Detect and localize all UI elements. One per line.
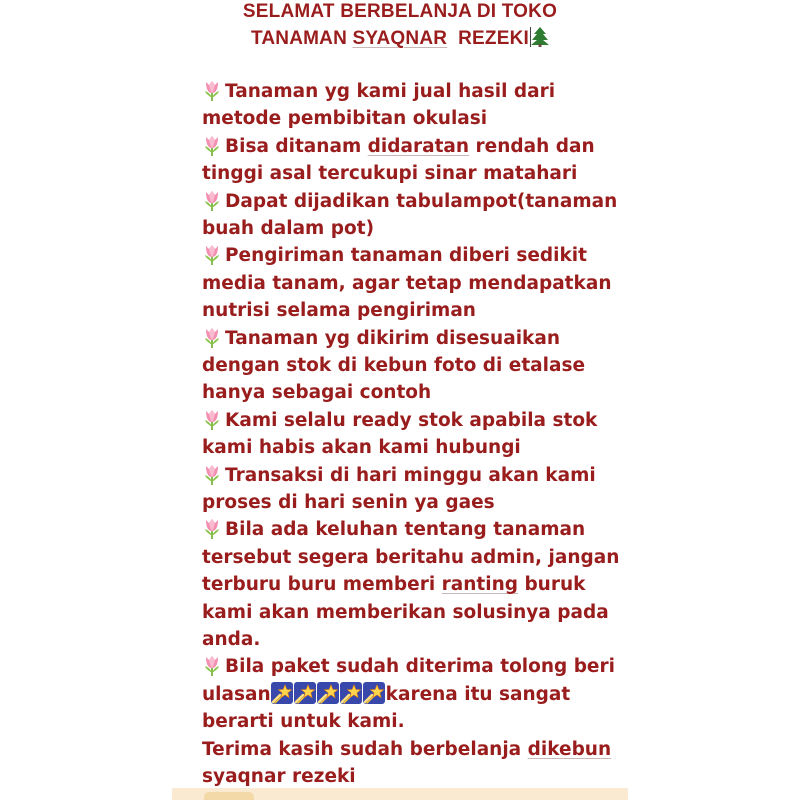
line-text: metode pembibitan okulasi <box>202 108 488 130</box>
shooting-star-icon <box>363 682 385 704</box>
title-line-2 <box>172 27 628 50</box>
line-text: Bila paket sudah diterima tolong beri <box>225 656 615 678</box>
shooting-star-icon <box>294 682 316 704</box>
line-text: Tanaman yg dikirim disesuaikan <box>225 327 561 349</box>
line-text: buah dalam pot) <box>202 218 375 239</box>
title-underlined-word: SYAQNAR <box>352 28 448 49</box>
line-text: Pengiriman tanaman diberi sedikit <box>225 245 587 267</box>
bullet-line <box>202 462 596 490</box>
text-line <box>202 215 374 243</box>
tulip-icon <box>202 408 222 430</box>
title-prefix: TANAMAN <box>250 28 353 49</box>
text-line <box>202 681 570 709</box>
line-text: kami akan memberikan solusinya pada <box>202 601 609 623</box>
line-text-end: buruk <box>518 574 586 596</box>
line-text: ulasan <box>202 683 271 705</box>
text-line <box>202 626 260 654</box>
line-text: terburu buru memberi <box>202 574 442 596</box>
promo-card <box>172 0 628 800</box>
line-text-end: rendah dan <box>469 135 595 157</box>
text-line <box>202 105 487 133</box>
line-text: tinggi asal tercukupi sinar matahari <box>202 163 578 185</box>
shooting-star-icon <box>271 682 293 704</box>
line-text: kami habis akan kami hubungi <box>202 437 521 459</box>
bullet-line <box>202 653 615 681</box>
tulip-icon <box>202 463 222 485</box>
text-line <box>202 297 476 325</box>
line-text: Dapat dijadikan tabulampot(tanaman <box>225 190 618 212</box>
bottom-tab <box>204 792 254 800</box>
bullet-line <box>202 325 560 353</box>
shooting-star-icon <box>340 682 362 704</box>
line-text: anda. <box>202 629 261 650</box>
text-line <box>202 379 431 407</box>
line-text-end: karena itu sangat <box>385 683 571 705</box>
underlined-word: ranting <box>441 574 518 596</box>
line-text: Tanaman yg kami jual hasil dari <box>225 81 556 102</box>
tulip-icon <box>202 517 222 539</box>
line-text: berarti untuk kami. <box>202 711 405 733</box>
text-line <box>202 434 521 462</box>
tulip-icon <box>202 134 222 156</box>
tulip-icon <box>202 654 222 676</box>
text-line <box>202 270 611 298</box>
text-line <box>202 599 609 627</box>
bullet-line <box>202 516 585 544</box>
text-line <box>202 571 585 599</box>
tulip-icon <box>202 189 222 211</box>
line-text: proses di hari senin ya gaes <box>202 492 495 513</box>
text-line <box>202 544 619 572</box>
line-text: media tanam, agar tetap mendapatkan <box>202 272 612 294</box>
bullet-line <box>202 188 617 216</box>
tulip-icon <box>202 326 222 348</box>
title-line-1: SELAMAT BERBELANJA DI TOKO <box>242 1 558 22</box>
line-text: hanya sebagai contoh <box>202 382 432 404</box>
text-line <box>202 763 356 791</box>
line-text: nutrisi selama pengiriman <box>202 300 476 322</box>
shooting-star-icon <box>317 682 339 704</box>
underlined-word: didaratan <box>367 135 470 157</box>
tulip-icon <box>202 79 222 101</box>
text-line <box>202 160 577 188</box>
underlined-word: dikebun <box>527 738 612 760</box>
text-line <box>202 708 405 736</box>
line-text: dengan stok di kebun foto di etalase <box>202 355 586 376</box>
text-line <box>202 489 495 517</box>
line-text: tersebut segera beritahu admin, jangan <box>202 546 620 568</box>
bullet-line <box>202 78 555 106</box>
line-text: Terima kasih sudah berbelanja <box>202 738 528 760</box>
text-line <box>202 736 611 764</box>
tree-icon <box>531 27 549 47</box>
bullet-line <box>202 242 587 270</box>
line-text: syaqnar rezeki <box>202 766 356 787</box>
bullet-line <box>202 407 597 435</box>
line-text: Bisa ditanam <box>225 135 368 157</box>
line-text: Bila ada keluhan tentang tanaman <box>225 519 586 541</box>
text-line <box>202 352 585 380</box>
tulip-icon <box>202 243 222 265</box>
title-suffix: REZEKI <box>447 28 530 49</box>
line-text: Kami selalu ready stok apabila stok <box>225 409 598 431</box>
bullet-line <box>202 133 595 161</box>
line-text: Transaksi di hari minggu akan kami <box>225 464 596 486</box>
